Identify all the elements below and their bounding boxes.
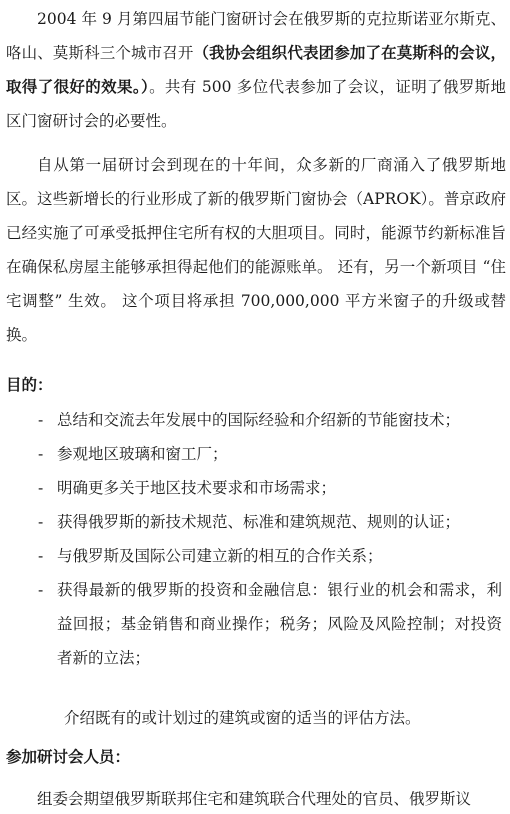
list-item	[0, 471, 510, 505]
goals-heading: 目的：	[6, 375, 53, 394]
evaluation-methods-line: 介绍既有的或计划过的建筑或窗的适当的评估方法。	[64, 709, 421, 727]
participants-paragraph: 组委会期望俄罗斯联邦住宅和建筑联合代理处的官员、俄罗斯议	[37, 790, 472, 808]
list-item-text: 总结和交流去年发展中的国际经验和介绍新的节能窗技术；	[57, 411, 461, 429]
intro-bold-note: （我协会组织代表团参加了在莫斯科的会议，取得了很好的效果。）	[6, 43, 506, 96]
intro-text-end: 。共有 500 多位代表参加了会议，证明了俄罗斯地区门窗研讨会的必要性。	[6, 78, 506, 130]
list-item-text: 与俄罗斯及国际公司建立新的相互的合作关系；	[57, 547, 383, 565]
list-item	[0, 573, 510, 675]
intro-paragraph	[6, 2, 506, 138]
list-item	[0, 437, 510, 471]
intro-text-start: 2004 年 9 月第四届节能门窗研讨会在俄罗斯的克拉斯诺亚尔斯克、咯山、莫斯科三个城市召开	[6, 10, 506, 62]
list-dash: -	[38, 547, 44, 565]
list-item-text: 获得俄罗斯的新技术规范、标准和建筑规范、规则的认证；	[57, 513, 461, 531]
list-dash: -	[38, 411, 44, 429]
list-dash: -	[38, 445, 44, 463]
list-item	[0, 539, 510, 573]
list-item-text: 获得最新的俄罗斯的投资和金融信息：银行业的机会和需求，利益回报；基金销售和商业操作；税务；风险及风险控制；对投资者新的立法；	[57, 581, 502, 667]
list-dash: -	[38, 513, 44, 531]
participants-heading: 参加研讨会人员：	[6, 747, 131, 766]
list-dash: -	[38, 479, 44, 497]
list-item-text: 明确更多关于地区技术要求和市场需求；	[57, 479, 337, 497]
list-item-text: 参观地区玻璃和窗工厂；	[57, 445, 228, 463]
list-item	[0, 505, 510, 539]
list-item	[0, 403, 510, 437]
list-dash: -	[38, 581, 44, 599]
goals-list	[0, 403, 510, 675]
background-paragraph: 自从第一届研讨会到现在的十年间，众多新的厂商涌入了俄罗斯地区。这些新增长的行业形成了新的俄罗斯门窗协会（APROK）。普京政府已经实施了可承受抵押住宅所有权的大胆项目。同时，能源节约新标准旨在确保私房屋主能够承担得起他们的能源账单。 还有，另一个新项目 “住宅调整” 生效。 这个项目将承担 700,000,000 平方米窗子的升级或替换。	[6, 156, 506, 344]
